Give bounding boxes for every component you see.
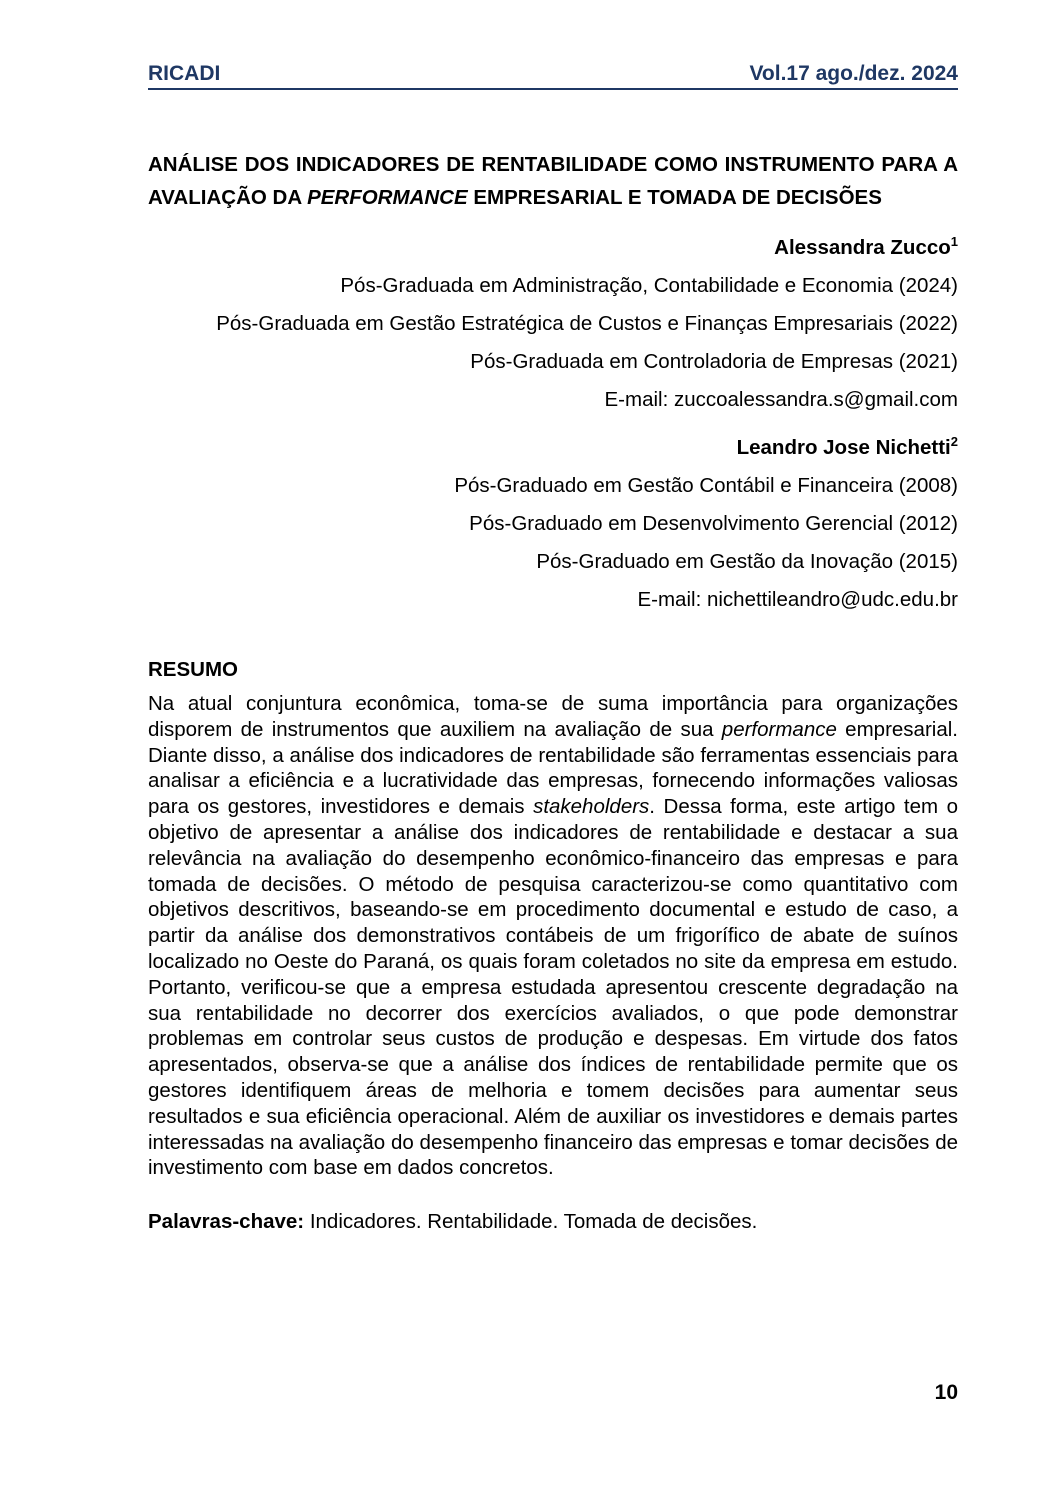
- author-credential-line: Pós-Graduado em Gestão Contábil e Financeira (2008): [454, 474, 958, 497]
- author-footnote-ref: 1: [950, 234, 958, 250]
- abstract-heading: RESUMO: [148, 658, 238, 681]
- author-credential-line: Pós-Graduado em Gestão da Inovação (2015): [536, 550, 958, 573]
- author-name: Alessandra Zucco: [774, 236, 951, 259]
- author-credential-line: Pós-Graduada em Administração, Contabilidade e Economia (2024): [340, 274, 958, 297]
- author-block-1: [148, 229, 958, 419]
- page-content: [148, 62, 958, 1235]
- journal-header: [148, 62, 958, 90]
- author-credential-line: Pós-Graduada em Gestão Estratégica de Custos e Finanças Empresariais (2022): [216, 312, 958, 335]
- author-email-line: E-mail: nichettileandro@udc.edu.br: [637, 588, 958, 611]
- volume-issue-label: Vol.17 ago./dez. 2024: [749, 62, 958, 85]
- author-email-line: E-mail: zuccoalessandra.s@gmail.com: [604, 388, 958, 411]
- author-credential-line: Pós-Graduada em Controladoria de Empresas (2021): [470, 350, 958, 373]
- author-footnote-ref: 2: [950, 434, 958, 450]
- author-name: Leandro Jose Nichetti: [736, 436, 951, 459]
- journal-name: RICADI: [148, 62, 221, 85]
- article-title: ANÁLISE DOS INDICADORES DE RENTABILIDADE COMO INSTRUMENTO PARA A AVALIAÇÃO DA PERFORMANCE EMPRESARIAL E TOMADA DE DECISÕES: [148, 153, 958, 209]
- keywords-text: Indicadores. Rentabilidade. Tomada de decisões.: [304, 1210, 758, 1234]
- page-number: 10: [934, 1381, 958, 1404]
- author-name-line: [148, 229, 958, 267]
- author-name-line: [148, 429, 958, 467]
- author-block-2: [148, 429, 958, 619]
- abstract-paragraph: Na atual conjuntura econômica, toma-se de suma importância para organizações disporem de instrumentos que auxiliem na avaliação de sua performance empresarial. Diante disso, a análise dos indicadores de rentabilidade são ferramentas essenciais para analisar a eficiência e a lucratividade das empresas, fornecendo informações valiosas para os gestores, investidores e demais stakeholders. Dessa forma, este artigo tem o objetivo de apresentar a análise dos indicadores de rentabilidade e destacar a sua relevância na avaliação do desempenho econômico-financeiro das empresas e para tomada de decisões. O método de pesquisa caracterizou-se como quantitativo com objetivos descritivos, baseando-se em procedimento documental e estudo de caso, a partir da análise dos demonstrativos contábeis de um frigorífico de abate de suínos localizado no Oeste do Paraná, os quais foram coletados no site da empresa em estudo. Portanto, verificou-se que a empresa estudada apresentou crescente degradação na sua rentabilidade no decorrer dos exercícios avaliados, o que pode demonstrar problemas em controlar seus custos de produção e despesas. Em virtude dos fatos apresentados, observa-se que a análise dos índices de rentabilidade permite que os gestores identifiquem áreas de melhoria e tomem decisões para aumentar seus resultados e sua eficiência operacional. Além de auxiliar os investidores e demais partes interessadas na avaliação do desempenho financeiro das empresas e tomar decisões de investimento com base em dados concretos.: [148, 692, 958, 1180]
- keywords-label: Palavras-chave:: [148, 1210, 305, 1234]
- keywords-line: [148, 1209, 958, 1235]
- author-credential-line: Pós-Graduado em Desenvolvimento Gerencial (2012): [469, 512, 958, 535]
